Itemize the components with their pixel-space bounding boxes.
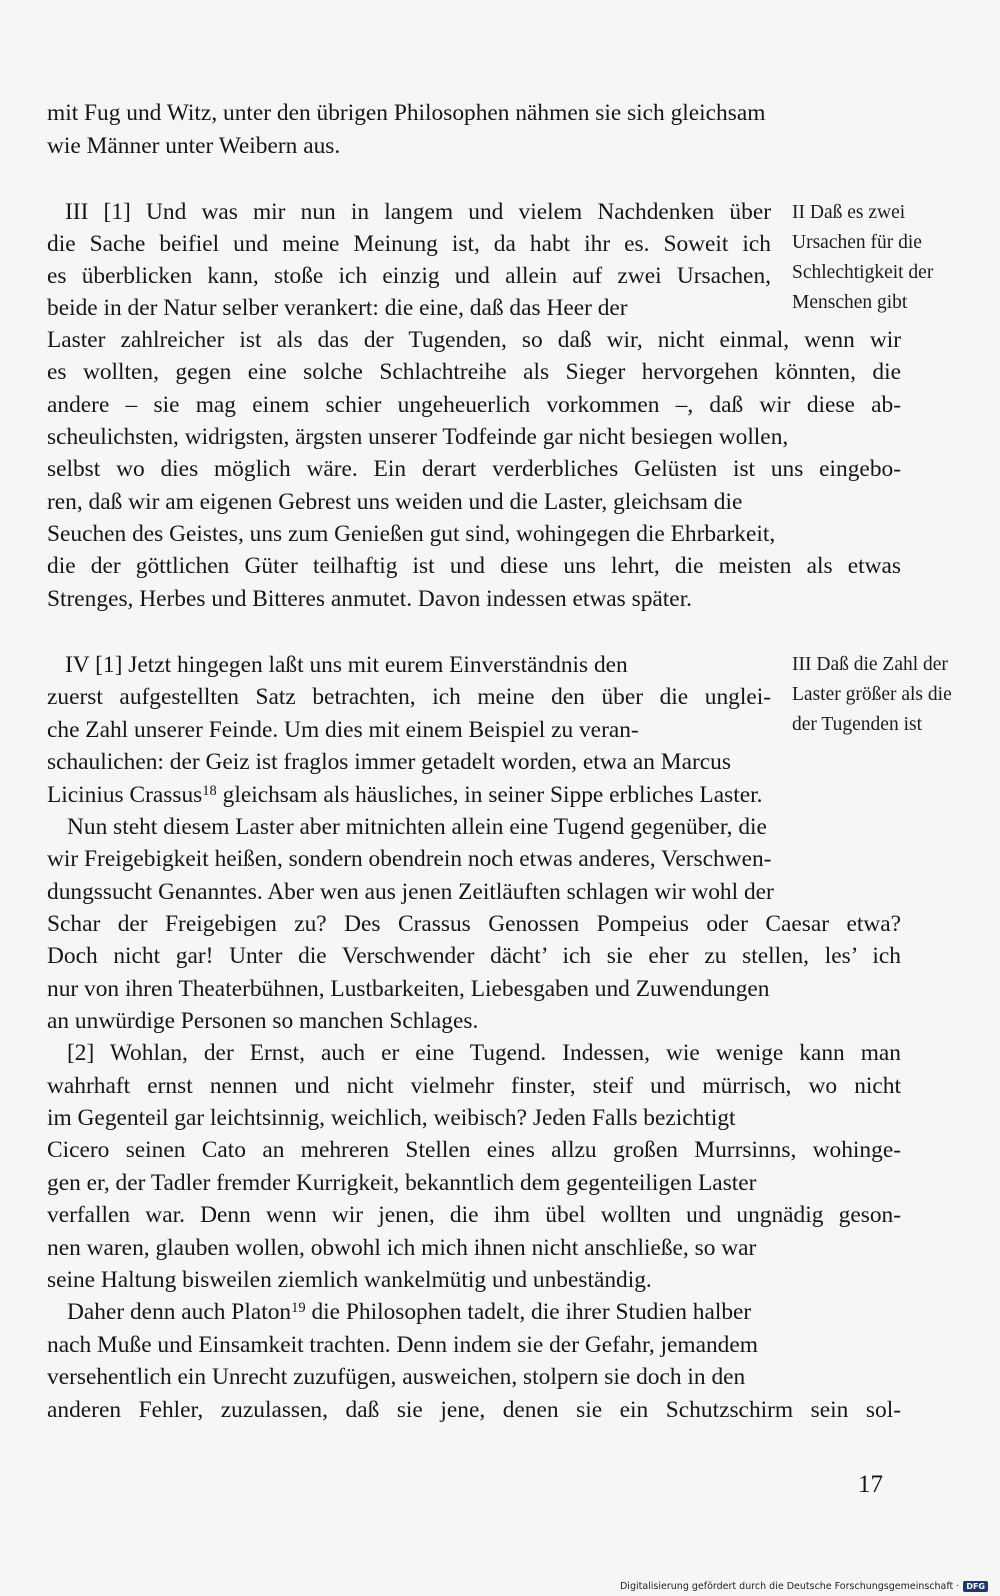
page-number: 17 xyxy=(858,1471,883,1498)
text-line xyxy=(47,940,901,972)
line-text: verfallen war. Denn wenn wir jenen, die ihm übel wollten und ungnädig geson- xyxy=(47,1202,901,1228)
text-line xyxy=(47,908,901,940)
margin-note-line: Ursachen für die xyxy=(792,232,922,253)
line-text: Nun steht diesem Laster aber mitnichten allein eine Tugend gegenüber, die xyxy=(67,814,767,840)
text-line xyxy=(47,130,901,162)
line-text: gleichsam als häusliches, in seiner Sippe erbliches Laster. xyxy=(216,782,763,808)
footnote-ref: 19 xyxy=(291,1300,306,1317)
line-text: IV [1] Jetzt hingegen laßt uns mit eurem Einverständnis den xyxy=(65,652,628,678)
line-text: die der göttlichen Güter teilhaftig ist und diese uns lehrt, die meisten als etwas xyxy=(47,553,901,579)
margin-note-line: II Daß es zwei xyxy=(792,202,906,223)
text-line xyxy=(47,1329,901,1361)
line-text: beide in der Natur selber verankert: die eine, daß das Heer der xyxy=(47,295,628,321)
text-line xyxy=(47,843,901,875)
text-line xyxy=(67,1296,901,1328)
line-text: che Zahl unserer Feinde. Um dies mit einem Beispiel zu veran- xyxy=(47,717,639,743)
text-line xyxy=(47,1102,901,1134)
text-line xyxy=(47,518,901,550)
text-line xyxy=(47,973,901,1005)
text-line xyxy=(67,811,901,843)
line-text: Schar der Freigebigen zu? Des Crassus Genossen Pompeius oder Caesar etwa? xyxy=(47,911,901,937)
line-text: [2] Wohlan, der Ernst, auch er eine Tugend. Indessen, wie wenige kann man xyxy=(67,1040,901,1066)
line-text: III [1] Und was mir nun in langem und vielem Nachdenken über xyxy=(65,199,771,225)
margin-note-line: Schlechtigkeit der xyxy=(792,262,934,283)
text-line xyxy=(47,97,901,129)
text-line xyxy=(65,196,771,228)
footer-text: Digitalisierung gefördert durch die Deutsche Forschungsgemeinschaft · xyxy=(619,1581,960,1592)
line-text: schaulichen: der Geiz ist fraglos immer getadelt worden, etwa an Marcus xyxy=(47,749,731,775)
footnote-ref: 18 xyxy=(202,783,217,800)
text-line xyxy=(47,228,771,260)
text-line xyxy=(47,389,901,421)
line-text: Laster zahlreicher ist als das der Tugenden, so daß wir, nicht einmal, wenn wir xyxy=(47,327,901,353)
margin-note-line: der Tugenden ist xyxy=(792,714,923,735)
text-line xyxy=(47,583,901,615)
line-text: wahrhaft ernst nennen und nicht vielmehr finster, steif und mürrisch, wo nicht xyxy=(47,1073,901,1099)
margin-note-line: Laster größer als die xyxy=(792,684,952,705)
line-text: scheulichsten, widrigsten, ärgsten unserer Todfeinde gar nicht besiegen wollen, xyxy=(47,424,789,450)
text-line xyxy=(47,746,901,778)
line-text: wir Freigebigkeit heißen, sondern obendrein noch etwas anderes, Verschwen- xyxy=(47,846,772,872)
line-text: anderen Fehler, zuzulassen, daß sie jene, denen sie ein Schutzschirm sein sol- xyxy=(47,1397,901,1423)
text-line xyxy=(47,876,901,908)
text-line xyxy=(47,1232,901,1264)
text-line xyxy=(67,1037,901,1069)
line-text: nen waren, glauben wollen, obwohl ich mich ihnen nicht anschließe, so war xyxy=(47,1235,757,1261)
line-text: Daher denn auch Platon xyxy=(67,1299,292,1325)
line-text: andere – sie mag einem schier ungeheuerlich vorkommen –, daß wir diese ab- xyxy=(47,392,901,418)
line-text: gen er, der Tadler fremder Kurrigkeit, bekanntlich dem gegenteiligen Laster xyxy=(47,1170,757,1196)
line-text: Doch nicht gar! Unter die Verschwender dächt’ ich sie eher zu stellen, les’ ich xyxy=(47,943,901,969)
text-line xyxy=(47,1070,901,1102)
text-line xyxy=(47,714,771,746)
margin-note-line: Menschen gibt xyxy=(792,292,908,313)
line-text: im Gegenteil gar leichtsinnig, weichlich, weibisch? Jeden Falls bezichtigt xyxy=(47,1105,736,1131)
line-text: Licinius Crassus xyxy=(47,782,203,808)
text-line xyxy=(47,292,771,324)
text-line xyxy=(65,649,771,681)
text-line xyxy=(47,1005,901,1037)
line-text: Cicero seinen Cato an mehreren Stellen eines allzu großen Murrsinns, wohinge- xyxy=(47,1137,901,1163)
line-text: mit Fug und Witz, unter den übrigen Philosophen nähmen sie sich gleichsam xyxy=(47,100,766,126)
line-text: wie Männer unter Weibern aus. xyxy=(47,133,341,159)
line-text: es überblicken kann, stoße ich einzig und allein auf zwei Ursachen, xyxy=(47,263,771,289)
text-line xyxy=(47,1394,901,1426)
line-text: an unwürdige Personen so manchen Schlages. xyxy=(47,1008,479,1034)
text-line xyxy=(47,453,901,485)
margin-note-line: III Daß die Zahl der xyxy=(792,654,948,675)
line-text: Strenges, Herbes und Bitteres anmutet. Davon indessen etwas später. xyxy=(47,586,693,612)
dfg-logo: DFG xyxy=(963,1581,988,1592)
text-line xyxy=(47,550,901,582)
line-text: die Philosophen tadelt, die ihrer Studien halber xyxy=(305,1299,752,1325)
line-text: ren, daß wir am eigenen Gebrest uns weiden und die Laster, gleichsam die xyxy=(47,489,743,515)
line-text: nur von ihren Theaterbühnen, Lustbarkeiten, Liebesgaben und Zuwendungen xyxy=(47,976,770,1002)
line-text: versehentlich ein Unrecht zuzufügen, ausweichen, stolpern sie doch in den xyxy=(47,1364,746,1390)
text-line xyxy=(47,324,901,356)
text-line xyxy=(47,1361,901,1393)
text-line xyxy=(47,260,771,292)
text-line xyxy=(47,486,901,518)
text-line xyxy=(47,356,901,388)
text-line xyxy=(47,779,901,811)
line-text: zuerst aufgestellten Satz betrachten, ich meine den über die unglei- xyxy=(47,684,771,710)
text-line xyxy=(47,1199,901,1231)
line-text: selbst wo dies möglich wäre. Ein derart verderbliches Gelüsten ist uns eingebo- xyxy=(47,456,901,482)
line-text: es wollten, gegen eine solche Schlachtreihe als Sieger hervorgehen könnten, die xyxy=(47,359,901,385)
digitization-footer xyxy=(620,1581,988,1592)
line-text: dungssucht Genanntes. Aber wen aus jenen Zeitläuften schlagen wir wohl der xyxy=(47,879,774,905)
margin-note xyxy=(792,198,933,318)
line-text: die Sache beifiel und meine Meinung ist, da habt ihr es. Soweit ich xyxy=(47,231,771,257)
text-line xyxy=(47,1167,901,1199)
line-text: Seuchen des Geistes, uns zum Genießen gut sind, wohingegen die Ehrbarkeit, xyxy=(47,521,776,547)
text-line xyxy=(47,1134,901,1166)
text-line xyxy=(47,421,901,453)
margin-note xyxy=(792,650,952,740)
text-line xyxy=(47,1264,901,1296)
line-text: nach Muße und Einsamkeit trachten. Denn indem sie der Gefahr, jemandem xyxy=(47,1332,758,1358)
line-text: seine Haltung bisweilen ziemlich wankelmütig und unbeständig. xyxy=(47,1267,652,1293)
text-line xyxy=(47,681,771,713)
